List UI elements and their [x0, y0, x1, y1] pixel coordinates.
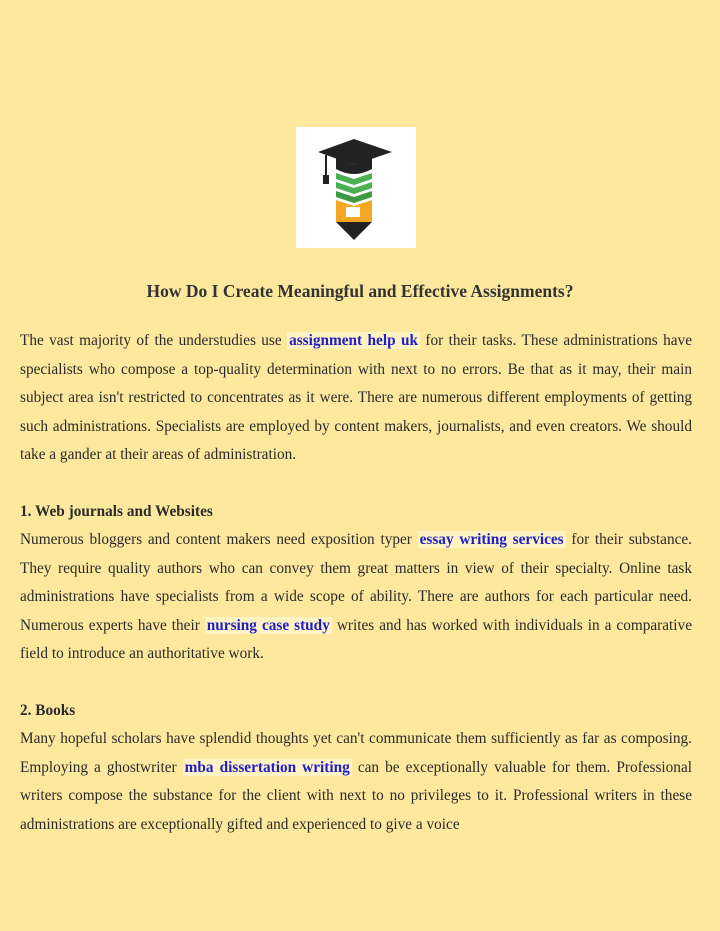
intro-text-end: for their tasks. These administrations have specialists who compose a top-quality determination with next to no errors. Be that as it may, their main subject area isn't restricted to concentrates as it were. There are numerous different employments of getting such administrations. Specialists are employed by content makers, journalists, and even creators. We should take a gander at their areas of administration.: [20, 332, 692, 463]
section2-paragraph: [20, 725, 692, 839]
section1-text-b: for their substance. They require quality authors who can convey them great matters in view of their specialty. Online task administrations have specialists from a wide scope of ability. There are authors for each particular need. Numerous experts have their: [20, 531, 692, 634]
logo: [296, 127, 416, 248]
section-heading-web-journals: 1. Web journals and Websites: [20, 503, 213, 520]
page-title: How Do I Create Meaningful and Effective Assignments?: [146, 281, 574, 301]
section2-text-a: Many hopeful scholars have splendid thoughts yet can't communicate them sufficiently as far as composing. Employing a ghostwriter: [20, 730, 692, 776]
section1-text-a: Numerous bloggers and content makers need exposition typer: [20, 531, 418, 548]
graduation-pencil-icon: [296, 127, 416, 248]
section1-paragraph: [20, 526, 692, 669]
intro-paragraph: [20, 327, 692, 470]
nursing-case-study-link[interactable]: nursing case study: [206, 616, 330, 634]
mba-dissertation-writing-link[interactable]: mba dissertation writing: [184, 758, 350, 776]
section2-text-b: can be exceptionally valuable for them. Professional writers compose the substance for the client with next to no privileges to it. Professional writers in these administrations are exceptionally gifted and experienced to give a voice: [20, 758, 692, 833]
essay-writing-services-link[interactable]: essay writing services: [419, 531, 564, 548]
intro-text-start: The vast majority of the understudies use: [20, 332, 288, 349]
section-heading-books: 2. Books: [20, 702, 76, 719]
assignment-help-uk-link[interactable]: assignment help uk: [289, 332, 418, 349]
section1-text-c: writes and has worked with individuals in a comparative field to introduce an authoritative work.: [20, 616, 692, 662]
